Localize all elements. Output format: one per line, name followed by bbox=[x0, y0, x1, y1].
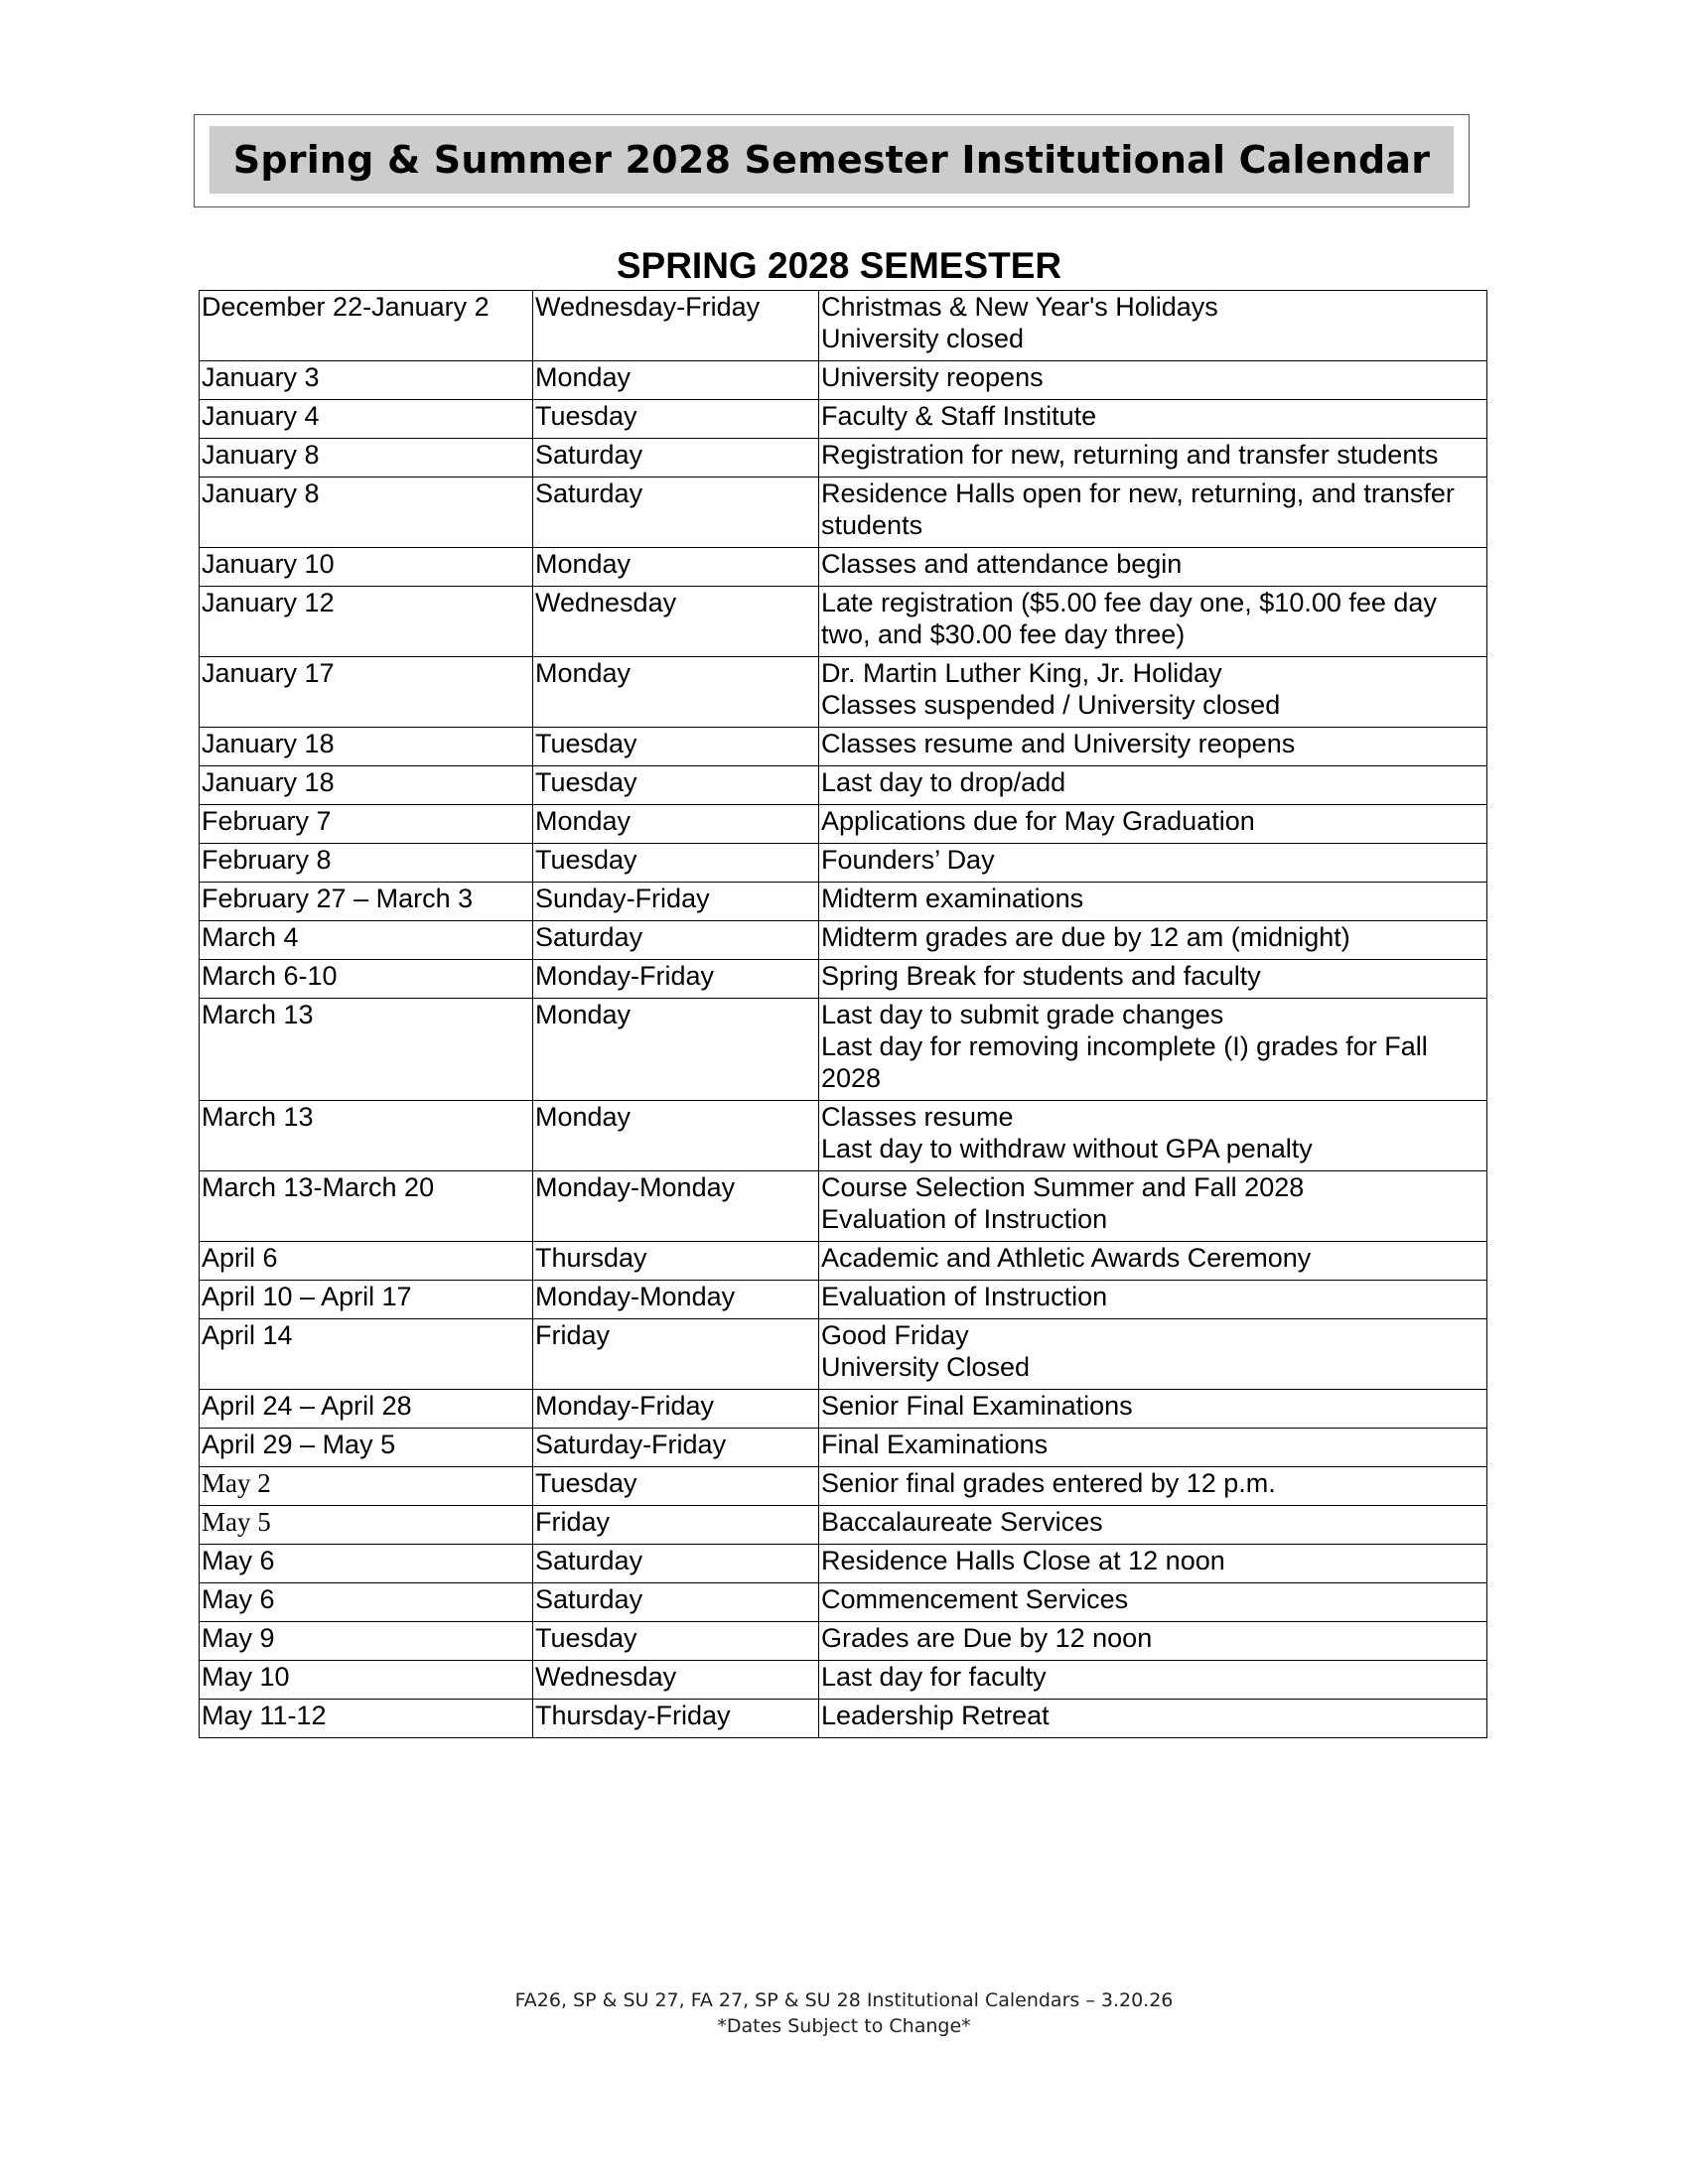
day-cell: Saturday-Friday bbox=[533, 1429, 819, 1467]
event-cell: Spring Break for students and faculty bbox=[819, 960, 1487, 999]
day-cell: Saturday bbox=[533, 439, 819, 478]
date-cell: January 18 bbox=[200, 766, 533, 805]
date-cell: December 22-January 2 bbox=[200, 291, 533, 361]
table-row bbox=[200, 1319, 1487, 1390]
title-frame bbox=[194, 114, 1470, 207]
day-cell: Monday-Friday bbox=[533, 960, 819, 999]
day-cell: Monday bbox=[533, 1101, 819, 1171]
event-cell: Classes and attendance begin bbox=[819, 548, 1487, 587]
event-cell: Commencement Services bbox=[819, 1583, 1487, 1622]
day-cell: Tuesday bbox=[533, 400, 819, 439]
event-cell: Residence Halls open for new, returning, and transfer students bbox=[819, 478, 1487, 548]
footer-disclaimer: *Dates Subject to Change* bbox=[717, 2015, 971, 2037]
table-row bbox=[200, 439, 1487, 478]
date-cell: March 13 bbox=[200, 999, 533, 1101]
day-cell: Monday-Monday bbox=[533, 1171, 819, 1242]
date-cell: April 10 – April 17 bbox=[200, 1281, 533, 1319]
day-cell: Saturday bbox=[533, 921, 819, 960]
table-row bbox=[200, 1171, 1487, 1242]
date-cell: March 6-10 bbox=[200, 960, 533, 999]
event-cell: Last day to submit grade changes Last day for removing incomplete (I) grades for Fall 2028 bbox=[819, 999, 1487, 1101]
event-cell: Senior Final Examinations bbox=[819, 1390, 1487, 1429]
day-cell: Monday bbox=[533, 657, 819, 728]
date-cell: April 24 – April 28 bbox=[200, 1390, 533, 1429]
day-cell: Monday bbox=[533, 548, 819, 587]
day-cell: Saturday bbox=[533, 478, 819, 548]
event-cell: Classes resume Last day to withdraw without GPA penalty bbox=[819, 1101, 1487, 1171]
table-row bbox=[200, 999, 1487, 1101]
day-cell: Tuesday bbox=[533, 844, 819, 883]
section-title: SPRING 2028 SEMESTER bbox=[616, 245, 1062, 286]
date-cell: March 13-March 20 bbox=[200, 1171, 533, 1242]
footer bbox=[0, 1987, 1688, 2039]
event-cell: Christmas & New Year's Holidays University closed bbox=[819, 291, 1487, 361]
event-cell: Classes resume and University reopens bbox=[819, 728, 1487, 766]
event-cell: Course Selection Summer and Fall 2028 Evaluation of Instruction bbox=[819, 1171, 1487, 1242]
event-cell: Evaluation of Instruction bbox=[819, 1281, 1487, 1319]
table-row bbox=[200, 361, 1487, 400]
calendar-table bbox=[199, 290, 1487, 1738]
date-cell: January 10 bbox=[200, 548, 533, 587]
table-row bbox=[200, 1390, 1487, 1429]
event-cell: Senior final grades entered by 12 p.m. bbox=[819, 1467, 1487, 1506]
day-cell: Tuesday bbox=[533, 1622, 819, 1661]
day-cell: Friday bbox=[533, 1319, 819, 1390]
table-row bbox=[200, 960, 1487, 999]
date-cell: February 27 – March 3 bbox=[200, 883, 533, 921]
event-cell: University reopens bbox=[819, 361, 1487, 400]
date-cell: January 12 bbox=[200, 587, 533, 657]
date-cell: January 17 bbox=[200, 657, 533, 728]
day-cell: Wednesday-Friday bbox=[533, 291, 819, 361]
table-row bbox=[200, 844, 1487, 883]
day-cell: Saturday bbox=[533, 1545, 819, 1583]
event-cell: Midterm examinations bbox=[819, 883, 1487, 921]
day-cell: Monday bbox=[533, 361, 819, 400]
date-cell: May 11-12 bbox=[200, 1700, 533, 1738]
table-row bbox=[200, 805, 1487, 844]
day-cell: Monday-Monday bbox=[533, 1281, 819, 1319]
table-row bbox=[200, 1700, 1487, 1738]
day-cell: Thursday-Friday bbox=[533, 1700, 819, 1738]
table-row bbox=[200, 587, 1487, 657]
table-row bbox=[200, 1622, 1487, 1661]
date-cell: May 2 bbox=[200, 1467, 533, 1506]
day-cell: Monday-Friday bbox=[533, 1390, 819, 1429]
event-cell: Midterm grades are due by 12 am (midnight) bbox=[819, 921, 1487, 960]
day-cell: Wednesday bbox=[533, 1661, 819, 1700]
table-row bbox=[200, 728, 1487, 766]
day-cell: Wednesday bbox=[533, 587, 819, 657]
day-cell: Tuesday bbox=[533, 766, 819, 805]
date-cell: March 13 bbox=[200, 1101, 533, 1171]
event-cell: Registration for new, returning and transfer students bbox=[819, 439, 1487, 478]
table-row bbox=[200, 1583, 1487, 1622]
date-cell: April 6 bbox=[200, 1242, 533, 1281]
day-cell: Friday bbox=[533, 1506, 819, 1545]
event-cell: Last day to drop/add bbox=[819, 766, 1487, 805]
table-row bbox=[200, 1506, 1487, 1545]
footer-revision-line: FA26, SP & SU 27, FA 27, SP & SU 28 Institutional Calendars – 3.20.26 bbox=[514, 1989, 1174, 2011]
date-cell: May 6 bbox=[200, 1583, 533, 1622]
table-row bbox=[200, 883, 1487, 921]
calendar-table-body bbox=[200, 291, 1487, 1738]
table-row bbox=[200, 478, 1487, 548]
table-row bbox=[200, 1281, 1487, 1319]
table-row bbox=[200, 1429, 1487, 1467]
table-row bbox=[200, 291, 1487, 361]
event-cell: Leadership Retreat bbox=[819, 1700, 1487, 1738]
day-cell: Saturday bbox=[533, 1583, 819, 1622]
event-cell: Good Friday University Closed bbox=[819, 1319, 1487, 1390]
event-cell: Late registration ($5.00 fee day one, $10.00 fee day two, and $30.00 fee day three) bbox=[819, 587, 1487, 657]
table-row bbox=[200, 1242, 1487, 1281]
event-cell: Academic and Athletic Awards Ceremony bbox=[819, 1242, 1487, 1281]
page-title: Spring & Summer 2028 Semester Institutional Calendar bbox=[232, 138, 1431, 182]
date-cell: January 3 bbox=[200, 361, 533, 400]
date-cell: May 9 bbox=[200, 1622, 533, 1661]
day-cell: Monday bbox=[533, 805, 819, 844]
date-cell: February 8 bbox=[200, 844, 533, 883]
date-cell: January 4 bbox=[200, 400, 533, 439]
date-cell: February 7 bbox=[200, 805, 533, 844]
table-row bbox=[200, 548, 1487, 587]
date-cell: January 8 bbox=[200, 478, 533, 548]
date-cell: April 29 – May 5 bbox=[200, 1429, 533, 1467]
date-cell: March 4 bbox=[200, 921, 533, 960]
event-cell: Last day for faculty bbox=[819, 1661, 1487, 1700]
event-cell: Final Examinations bbox=[819, 1429, 1487, 1467]
table-row bbox=[200, 1467, 1487, 1506]
table-row bbox=[200, 400, 1487, 439]
table-row bbox=[200, 657, 1487, 728]
event-cell: Baccalaureate Services bbox=[819, 1506, 1487, 1545]
day-cell: Monday bbox=[533, 999, 819, 1101]
date-cell: May 5 bbox=[200, 1506, 533, 1545]
event-cell: Dr. Martin Luther King, Jr. Holiday Classes suspended / University closed bbox=[819, 657, 1487, 728]
table-row bbox=[200, 1101, 1487, 1171]
table-row bbox=[200, 921, 1487, 960]
table-row bbox=[200, 1661, 1487, 1700]
day-cell: Tuesday bbox=[533, 1467, 819, 1506]
date-cell: January 18 bbox=[200, 728, 533, 766]
event-cell: Grades are Due by 12 noon bbox=[819, 1622, 1487, 1661]
event-cell: Faculty & Staff Institute bbox=[819, 400, 1487, 439]
event-cell: Applications due for May Graduation bbox=[819, 805, 1487, 844]
title-banner bbox=[210, 126, 1454, 194]
day-cell: Sunday-Friday bbox=[533, 883, 819, 921]
table-row bbox=[200, 766, 1487, 805]
event-cell: Residence Halls Close at 12 noon bbox=[819, 1545, 1487, 1583]
day-cell: Tuesday bbox=[533, 728, 819, 766]
event-cell: Founders’ Day bbox=[819, 844, 1487, 883]
date-cell: May 6 bbox=[200, 1545, 533, 1583]
day-cell: Thursday bbox=[533, 1242, 819, 1281]
date-cell: April 14 bbox=[200, 1319, 533, 1390]
date-cell: January 8 bbox=[200, 439, 533, 478]
date-cell: May 10 bbox=[200, 1661, 533, 1700]
table-row bbox=[200, 1545, 1487, 1583]
